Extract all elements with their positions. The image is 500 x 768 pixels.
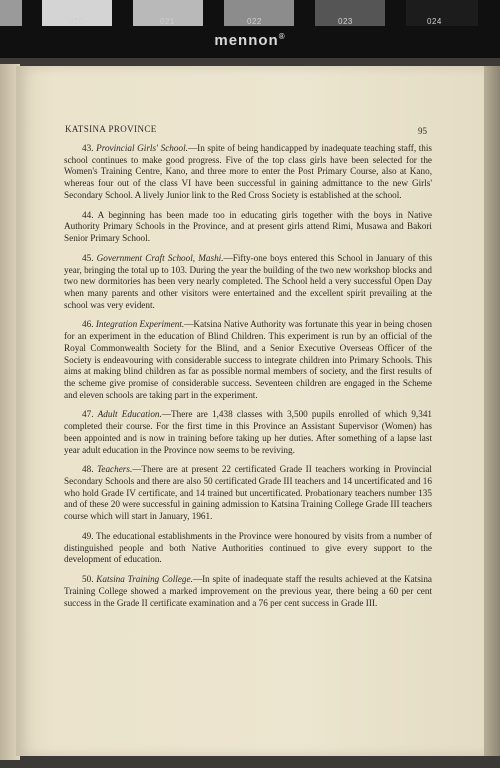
running-header [65, 124, 430, 138]
paragraph-number: 45. [82, 252, 94, 263]
page-edge-shadow [484, 66, 500, 756]
patch-number: 023 [338, 17, 353, 26]
paragraph-text: —Katsina Native Authority was fortunate this year in being chosen for an experiment in the education of Blind Children. This experiment is run by an official of the Royal Commonwealth Society for the Blind, and a Senior Executive Overseas Officer of the Society is endeavouring with considerable success to integrate children into Primary Schools. This aims at making blind children as far as possible normal members of society, and the first results of the scheme give promise of considerable success. Seventeen children are engaged in the Scheme and eleven schools are taking part in the experiment. [64, 319, 432, 400]
paragraph-43 [64, 143, 432, 202]
paragraph-number: 43. [82, 143, 94, 153]
paragraph-number: 48. [82, 464, 94, 475]
paragraph-text: The educational establishments in the Province were honoured by visits from a number of distinguished people and both Native Authorities continued to give every support to the development of education. [64, 530, 432, 565]
paragraph-heading: Teachers. [97, 464, 133, 475]
paragraph-45 [64, 253, 432, 312]
paragraph-number: 47. [82, 409, 94, 420]
paragraph-49 [64, 531, 432, 566]
paragraph-number: 44. [82, 209, 94, 220]
paragraph-heading: Integration Experiment. [95, 319, 185, 330]
trademark-symbol: ® [278, 32, 286, 41]
paragraph-44 [64, 210, 432, 245]
brand-logo [0, 32, 500, 49]
page-number: 95 [418, 126, 427, 136]
page-body [64, 143, 432, 617]
gray-patch [0, 0, 22, 26]
patch-number: 020 [69, 17, 84, 26]
paragraph-heading: Government Craft School, Mashi. [96, 252, 224, 263]
paragraph-number: 49. [82, 530, 94, 541]
brand-name: mennon [214, 32, 279, 49]
paragraph-heading: Katsina Training College. [96, 574, 193, 585]
paragraph-48 [64, 464, 432, 523]
patch-number: 024 [427, 17, 442, 26]
paragraph-text: —There are 1,438 classes with 3,500 pupils enrolled of which 9,341 completed their course. For the first time in this Province an Assistant Supervisor (Women) has been appointed and is now in training before taking up her duties. After something of a lapse last year adult education in the Province now seems to be reviving. [64, 409, 433, 455]
paragraph-text: —In spite of being handicapped by inadequate teaching staff, this school continues to make good progress. Five of the top class girls have been selected for the Women's Training Centre, Kano, and three more to enter the Post Primary Course, also at Kano, whereas four out of the class VI have been successful in gaining admittance to the new Girls' Secondary School. A lively Junior link to the Red Cross Society is established at the school. [64, 143, 433, 200]
paragraph-46 [64, 319, 432, 401]
patch-number: 022 [247, 17, 262, 26]
patch-number: 021 [160, 17, 175, 26]
running-header-title: KATSINA PROVINCE [65, 124, 157, 134]
paragraph-heading: Adult Education. [97, 409, 162, 420]
paragraph-heading: Provincial Girls' School. [96, 143, 188, 153]
color-calibration-strip [0, 0, 500, 66]
paragraph-text: A beginning has been made too in educating girls together with the boys in Native Authority Primary Schools in the Province, and at present girls attend Rimi, Musawa and Bakori Senior Primary School. [64, 209, 432, 244]
paragraph-47 [64, 409, 432, 456]
paragraph-number: 50. [82, 574, 94, 585]
paragraph-text: —In spite of inadequate staff the results achieved at the Katsina Training College showed a marked improvement on the previous year, there being a 60 per cent success in the Grade II certificate examination and a 76 per cent success in Grade III. [64, 574, 433, 608]
paragraph-50 [64, 574, 432, 609]
paragraph-number: 46. [82, 319, 94, 330]
gray-patch [406, 0, 478, 26]
paragraph-text: —Fifty-one boys entered this School in January of this year, bringing the total up to 103. During the year the building of the two new workshop blocks and two new dormitories has been very nearly completed. The School held a very successful Open Day when many parents and other visitors were entertained and the excellent spirit prevailing at the school was very evident. [64, 252, 433, 310]
paragraph-text: —There are at present 22 certificated Grade II teachers working in Provincial Secondary Schools and there are also 50 certificated Grade III teachers and 14 uncertificated and 16 who hold Grade IV certificate, and 14 trained but uncertificated. Probationary teachers number 135 and of these 20 were successful in gaining admission to Katsina Training College Grade III teachers course which will start in January, 1961. [64, 464, 432, 522]
